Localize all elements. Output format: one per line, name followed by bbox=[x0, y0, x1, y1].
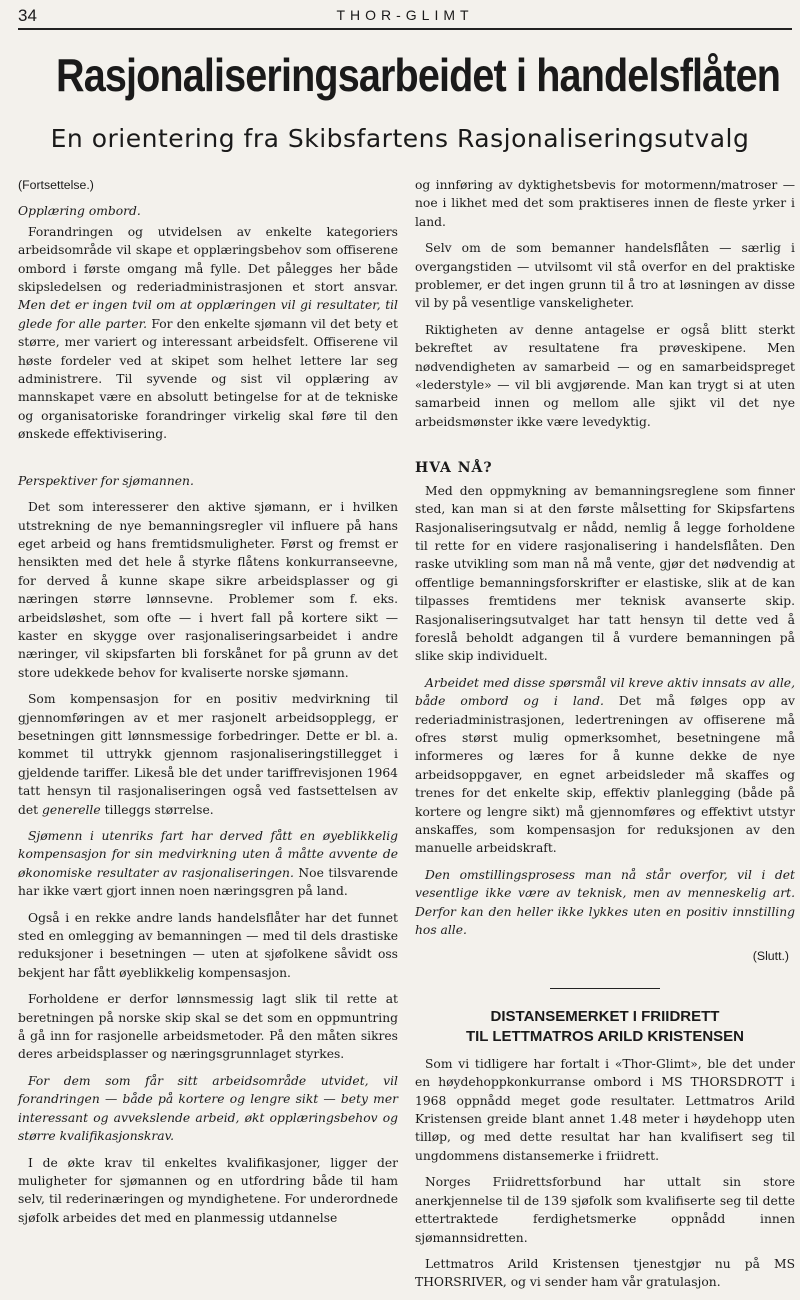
paragraph: og innføring av dyktighetsbevis for motormenn/matroser — noe i likhet med det som praktiseres innen de fleste yrker i land. bbox=[415, 178, 795, 229]
text-run: For den enkelte sjømann vil det bety et større, mer variert og interessant arbeidsfelt. Offiserene vil høste fordeler ved at skipet som helhet lettere lar seg administrere. Til syvende og sist vil opplæring av mannskapet være en absolutt betingelse for at de tekniske og organisatoriske forandringer virkelig skal føre til den ønskede effektivisering. bbox=[18, 316, 398, 442]
paragraph: Det som interesserer den aktive sjømann, er i hvilken utstrekning de nye bemanningsregler vil influere på hans eget arbeid og hans fremtidsmuligheter. Først og fremst er hensikten med det hele å styrke flåtens konkurranseevne, for derved å kunne skape sikre arbeidsplasser og gi næringen større lønnsevne. Problemer som f. eks. arbeidsløshet, som ofte — i hvert fall på kortere sikt — kaster en skygge over rasjonaliseringsarbeidet i andre næringer, vil skipsfarten bli forskånet for på grunn av det store udekkede behov for kvaliserte norske sjømann. bbox=[18, 500, 398, 680]
text-run: Forandringen og utvidelsen av enkelte kategoriers arbeidsområde vil skape et opplæringsbehov som offiserene ombord i første omgang må fylle. Det pålegges her både skipsledelsen og rederiadministrasjonen et stort ansvar. bbox=[18, 224, 398, 295]
left-column bbox=[18, 176, 398, 1235]
emphasis-text: generelle bbox=[42, 802, 101, 817]
sidebar-article-title bbox=[415, 1007, 795, 1047]
text-run: Noe tilsvarende har ikke vært gjort innen noen næringsgren på land. bbox=[18, 865, 398, 899]
page-number: 34 bbox=[18, 6, 37, 25]
right-column bbox=[415, 176, 795, 1300]
running-title: THOR-GLIMT bbox=[336, 7, 474, 23]
emphasis-text: Men det er ingen tvil om at opplæringen vil gi resultater, til glede for alle parter. bbox=[18, 298, 398, 331]
text-run: Som kompensasjon for en positiv medvirkning til gjennomføringen av et mer rasjonelt arbeidsopplegg, er besetningen gitt lønnsmessige forbedringer. Dette er bl. a. kommet til uttrykk gjennom rasjonaliseringstillegget i gjeldende tariffer. Likeså ble det under tariffrevisjonen 1964 tatt hensyn til rasjonaliseringen også ved fastsettelsen av det bbox=[18, 692, 398, 817]
text-run: tilleggs størrelse. bbox=[100, 802, 214, 817]
section-heading-perspectives: Perspektiver for sjømannen. bbox=[18, 473, 194, 488]
paragraph bbox=[415, 674, 795, 858]
paragraph bbox=[18, 690, 398, 819]
article-subtitle: En orientering fra Skibsfartens Rasjonaliseringsutvalg bbox=[50, 124, 750, 153]
paragraph: Som vi tidligere har fortalt i «Thor-Glimt», ble det under en høydehoppkonkurranse ombord i MS THORSDROTT i 1968 oppnådd meget gode resultater. Lettmatros Arild Kristensen greide blant annet 1.48 meter i høydehopp uten tilløp, og med dette resultat har han kvalifisert seg til ungdommens distansemerke i friidrett. bbox=[415, 1056, 795, 1163]
page-header bbox=[18, 6, 792, 30]
emphasis-text: Sjømenn i utenriks fart har derved fått en øyeblikkelig kompensasjon for sin medvirkning uten å måtte avvente de økonomiske resultater av rasjonaliseringen. bbox=[18, 829, 398, 880]
emphasis-text: Den omstillingsprosess man nå står overfor, vil i det vesentlige ikke være av teknisk, men av menneskelig art. Derfor kan den heller ikke lykkes uten en positiv innstilling hos alle. bbox=[415, 867, 795, 938]
end-label: (Slutt.) bbox=[752, 949, 789, 964]
sidebar-title-line-1: DISTANSEMERKET I FRIIDRETT bbox=[490, 1007, 720, 1025]
text-run: Det må følges opp av rederiadministrasjonen, ledertreningen av offiserene må ofres størst mulig opmerksomhet, besetningene må informeres og læres for å kunne dekke de nye arbeidsoppgaver, en egnet arbeidsleder må skaffes og trenes for det enkelte skip, effektiv planlegging (både på kortere og lengre sikt) må gjennomføres og effektivt utstyr anskaffes, som kompensasjon for reduksjonen av den manuelle arbeidskraft. bbox=[415, 694, 796, 856]
paragraph: Lettmatros Arild Kristensen tjenestgjør nu på MS THORSRIVER, og vi sender ham vår gratulasjon. bbox=[415, 1256, 795, 1290]
paragraph: Også i en rekke andre lands handelsflåter har det funnet sted en omlegging av bemanningen — med til dels drastiske reduksjoner i besetningen — uten at sjøfolkene såvidt oss bekjent har fått øyeblikkelig kompensasjon. bbox=[18, 910, 398, 980]
section-divider bbox=[550, 988, 660, 989]
paragraph bbox=[415, 866, 795, 940]
paragraph: Med den oppmykning av bemanningsreglene som finner sted, kan man si at den første målsetting for Skipsfartens Rasjonaliseringsutvalg er nådd, nemlig å legge forholdene til rette for en videre rasjonalisering i handelsflåten. Den raske utvikling som man nå må vente, gjør det nødvendig at offentlige bemanningsforskrifter er elastiske, slik at de kan tilpasses fremtidens mer teknisk avanserte skip. Rasjonaliseringsutvalget har tatt hensyn til dette ved å foreslå beholdt adgangen til å vurdere bemanningen på slike skip individuelt. bbox=[415, 483, 795, 664]
paragraph: Norges Friidrettsforbund har uttalt sin store anerkjennelse til de 139 sjøfolk som kvalifiserte seg til dette ettertraktede ferdighetsmerke oppnådd innen sjømannsidretten. bbox=[415, 1175, 795, 1245]
paragraph bbox=[18, 223, 398, 444]
continued-label: (Fortsettelse.) bbox=[18, 178, 94, 192]
section-heading-training: Opplæring ombord. bbox=[18, 204, 141, 219]
paragraph: Selv om de som bemanner handelsflåten — særlig i overgangstiden — utvilsomt vil stå overfor en del praktiske problemer, er det ingen grunn til å tro at løsningen av disse vil by på vesentlige vanskeligheter. bbox=[415, 241, 795, 311]
paragraph: I de økte krav til enkeltes kvalifikasjoner, ligger der muligheter for sjømannen og en utfordring både til ham selv, til rederinæringen og myndighetene. For underordnede sjøfolk arbeides det med en planmessig utdannelse bbox=[18, 1155, 398, 1225]
emphasis-text: Arbeidet med disse spørsmål vil kreve aktiv innsats av alle, både ombord og i land. bbox=[415, 675, 795, 709]
section-heading-what-now: HVA NÅ? bbox=[415, 460, 493, 477]
paragraph: Riktigheten av denne antagelse er også blitt sterkt bekreftet av resultatene fra prøveskipene. Men nødvendigheten av samarbeid — og en samarbeidspreget «lederstyle» — vil bli avgjørende. Man kan trygt si at uten samarbeid innen og mellom alle sjikt vil det nye arbeidsmønster ikke være levedyktig. bbox=[415, 322, 795, 429]
article-title: Rasjonaliseringsarbeidet i handelsflåten bbox=[56, 49, 781, 101]
sidebar-title-line-2: TIL LETTMATROS ARILD KRISTENSEN bbox=[465, 1027, 745, 1045]
paragraph: Forholdene er derfor lønnsmessig lagt slik til rette at beretningen på norske skip skal se det som en oppmuntring å gå inn for rasjonelle arbeidsmetoder. På den måten sikres deres arbeidsplasser og næringsgrunnlaget styrkes. bbox=[18, 992, 398, 1062]
emphasis-text: For dem som får sitt arbeidsområde utvidet, vil forandringen — både på kortere og lengre sikt — bety mer interessant og avvekslende arbeid, økt opplæringsbehov og større kvalifikasjonskrav. bbox=[18, 1073, 398, 1144]
paragraph bbox=[18, 1072, 398, 1146]
paragraph bbox=[18, 827, 398, 901]
